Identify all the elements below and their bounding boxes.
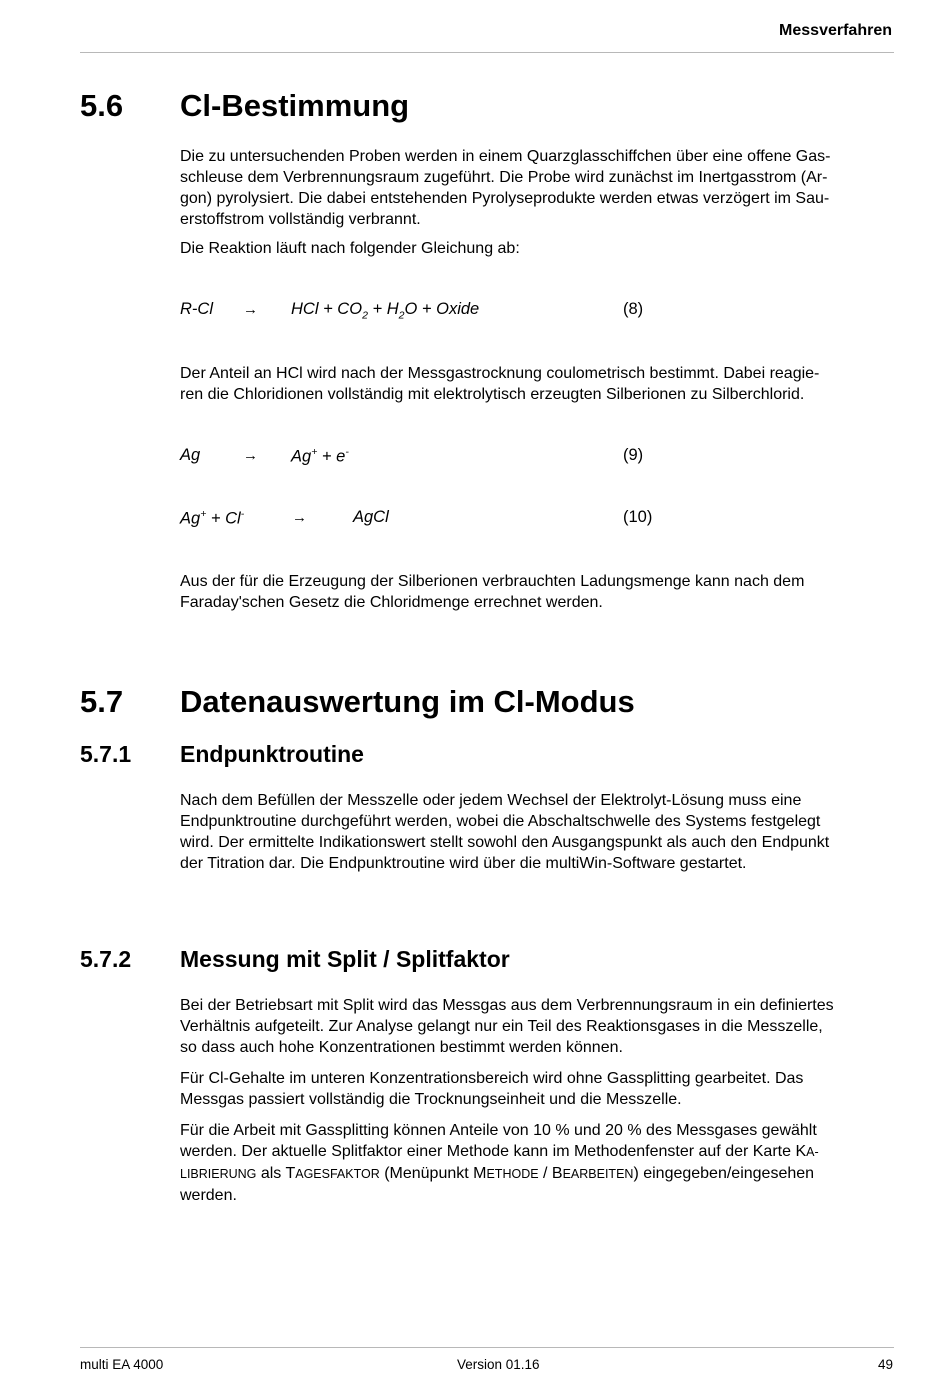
subsection-heading: Endpunktroutine [180, 741, 364, 767]
footer-rule [80, 1347, 894, 1348]
header-rule [80, 52, 894, 53]
paragraph: Für die Arbeit mit Gassplitting können Anteile von 10 % und 20 % des Messgases gewählt werden. Der aktuelle Splitfaktor einer Methode kann im Methodenfenster auf der Karte KA- LIBRIERUNG als TAGESFAKTOR (Menüpunkt METHODE / BEARBEITEN) eingegeben/eingesehen werden. [180, 1122, 819, 1204]
equation-10-left: Ag+ + Cl- [180, 508, 245, 528]
subsection-number: 5.7.2 [80, 946, 132, 972]
paragraph: Die Reaktion läuft nach folgender Gleichung ab: [180, 240, 520, 257]
equation-10-right: AgCl [353, 508, 389, 526]
paragraph: Aus der für die Erzeugung der Silberionen verbrauchten Ladungsmenge kann nach dem Faraday'schen Gesetz die Chloridmenge errechnet werden. [180, 573, 805, 611]
equation-9-right: Ag+ + e- [291, 446, 349, 466]
reaction-arrow: → [243, 301, 258, 318]
paragraph: Bei der Betriebsart mit Split wird das Messgas aus dem Verbrennungsraum in ein definiertes Verhältnis aufgeteilt. Zur Analyse gelangt nur ein Teil des Reaktionsgases in die Messzelle, so dass auch hohe Konzentrationen bestimmt werden können. [180, 997, 834, 1056]
reaction-arrow: → [243, 447, 258, 464]
paragraph: Die zu untersuchenden Proben werden in einem Quarzglasschiffchen über eine offene Gas- schleuse dem Verbrennungsraum zugeführt. Die Probe wird zunächst im Inertgasstrom (Ar- gon) pyrolysiert. Die dabei entstehenden Pyrolyseprodukte werden etwas verzögert im Sau- erstoffstrom vollständig verbrannt. [180, 148, 831, 228]
section-number: 5.6 [80, 88, 124, 123]
subsection-number: 5.7.1 [80, 741, 132, 767]
page-number: 49 [877, 1357, 893, 1372]
equation-number: (8) [623, 300, 644, 318]
equation-8-right: HCl + $CO_2 + H_2O$ + Oxide [291, 300, 480, 322]
running-header-title: Messverfahren [779, 22, 892, 39]
footer-product: multi EA 4000 [80, 1357, 164, 1372]
paragraph: Der Anteil an HCl wird nach der Messgastrocknung coulometrisch bestimmt. Dabei reagie- ren die Chloridionen vollständig mit elektrolytisch erzeugten Silberionen zu Silberchlorid. [180, 365, 820, 403]
paragraph: Für Cl-Gehalte im unteren Konzentrationsbereich wird ohne Gassplitting gearbeitet. Das Messgas passiert vollständig die Trocknungseinheit und die Messzelle. [180, 1070, 804, 1108]
reaction-arrow: → [292, 509, 307, 526]
equation-8-left: R-Cl [180, 300, 213, 318]
subsection-heading: Messung mit Split / Splitfaktor [180, 946, 510, 972]
section-number: 5.7 [80, 684, 124, 719]
section-heading: Cl-Bestimmung [180, 88, 410, 123]
equation-number: (10) [623, 508, 653, 526]
equation-9-left: Ag [180, 446, 201, 464]
paragraph: Nach dem Befüllen der Messzelle oder jedem Wechsel der Elektrolyt-Lösung muss eine Endpunktroutine durchgeführt werden, wobei die Abschaltschwelle des Systems festgelegt wird. Der ermittelte Indikationswert stellt sowohl den Ausgangspunkt als auch den Endpunkt der Titration dar. Die Endpunktroutine wird über die multiWin-Software gestartet. [180, 792, 830, 872]
section-heading: Datenauswertung im Cl-Modus [180, 684, 635, 719]
equation-number: (9) [623, 446, 644, 464]
footer-version: Version 01.16 [457, 1357, 540, 1372]
